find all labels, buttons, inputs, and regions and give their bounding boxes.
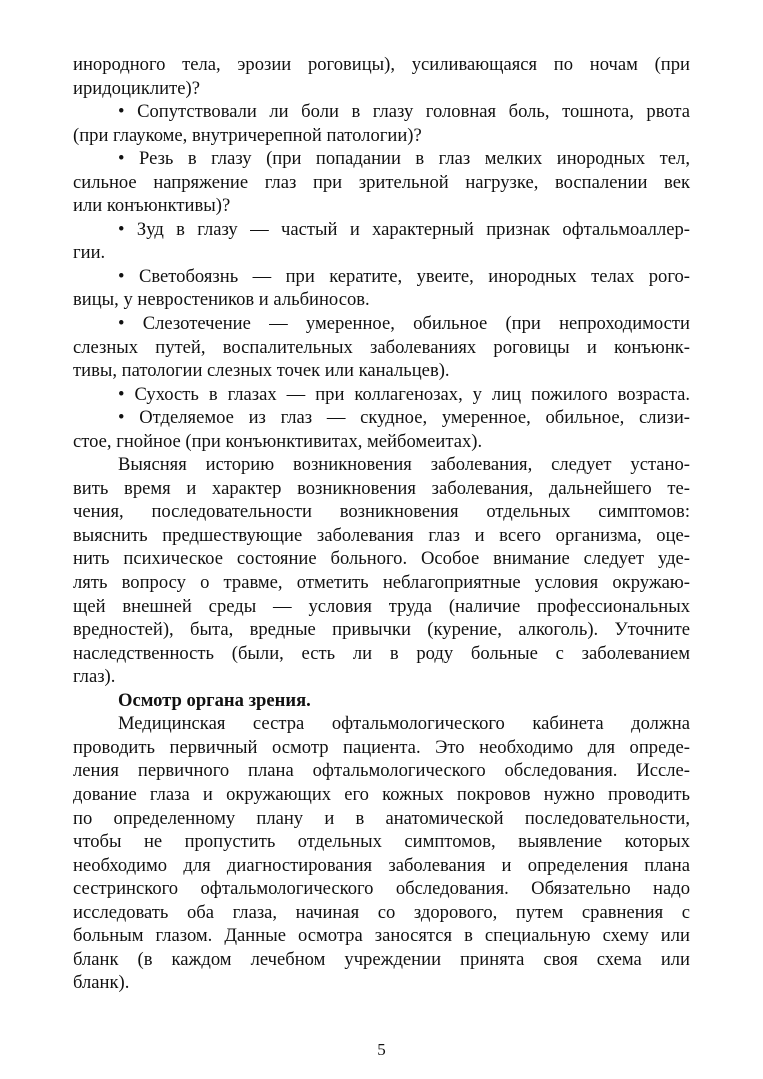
bullet-icon: • xyxy=(118,407,125,429)
bullet-icon: • xyxy=(118,148,125,170)
text-line: чения, последовательности возникновения отдельных симптомов: xyxy=(73,501,690,523)
text-line xyxy=(73,218,690,242)
bullet-lacrimation xyxy=(73,312,690,383)
text-line: нить психическое состояние больного. Особое внимание следует уде- xyxy=(73,548,690,570)
bullet-stinging xyxy=(73,147,690,218)
text-line: слезных путей, воспалительных заболеваниях роговицы и конъюнк- xyxy=(73,336,690,358)
text-line: вредностей), быта, вредные привычки (курение, алкоголь). Уточните xyxy=(73,619,690,641)
text-line: или конъюнктивы)? xyxy=(73,195,231,217)
bullet-icon: • xyxy=(118,101,125,123)
section-heading: Осмотр органа зрения. xyxy=(118,689,311,711)
text-line: проводить первичный осмотр пациента. Это необходимо для опреде- xyxy=(73,736,690,758)
text-line-content: Отделяемое из глаз — скудное, умеренное, обильное, слизи- xyxy=(139,407,690,429)
text-line: вить время и характер возникновения заболевания, дальнейшего те- xyxy=(73,477,690,499)
text-line: иридоциклите)? xyxy=(73,77,200,99)
document-page xyxy=(73,53,690,995)
text-line xyxy=(73,406,690,430)
text-line: дование глаза и окружающих его кожных покровов нужно проводить xyxy=(73,783,690,805)
text-line: наследственность (были, есть ли в роду больные с заболеванием xyxy=(73,642,690,664)
text-line: стое, гнойное (при конъюнктивитах, мейбомеитах). xyxy=(73,430,483,452)
bullet-icon: • xyxy=(118,313,125,335)
text-line xyxy=(73,312,690,336)
text-line: вицы, у невростеников и альбиносов. xyxy=(73,289,370,311)
text-line-content: Слезотечение — умеренное, обильное (при непроходимости xyxy=(142,313,691,335)
text-line: щей внешней среды — условия труда (наличие профессиональных xyxy=(73,595,690,617)
text-line: больным глазом. Данные осмотра заносятся в специальную схему или xyxy=(73,925,690,947)
paragraph-examination xyxy=(73,712,690,995)
text-line: (при глаукоме, внутричерепной патологии)? xyxy=(73,124,422,146)
bullet-discharge xyxy=(73,406,690,453)
text-line: сестринского офтальмологического обследования. Обязательно надо xyxy=(73,878,690,900)
bullet-photophobia xyxy=(73,265,690,312)
text-line: исследовать оба глаза, начиная со здорового, путем сравнения с xyxy=(73,901,690,923)
text-line: Медицинская сестра офтальмологического кабинета должна xyxy=(118,713,690,735)
text-line: необходимо для диагностирования заболевания и определения плана xyxy=(73,854,690,876)
text-line: выяснить предшествующие заболевания глаз и всего организма, оце- xyxy=(73,524,690,546)
page-number: 5 xyxy=(377,1040,386,1059)
text-line xyxy=(73,147,690,171)
paragraph-pain-continuation xyxy=(73,53,690,100)
bullet-icon: • xyxy=(118,383,125,405)
bullet-headache xyxy=(73,100,690,147)
text-line xyxy=(73,383,690,407)
text-line xyxy=(73,265,690,289)
text-line: ления первичного плана офтальмологического обследования. Иссле- xyxy=(73,760,690,782)
text-line-content: Сухость в глазах — при коллагенозах, у лиц пожилого возраста. xyxy=(134,383,690,405)
text-line: Выясняя историю возникновения заболевания, следует устано- xyxy=(118,454,690,476)
text-line-content: Резь в глазу (при попадании в глаз мелких инородных тел, xyxy=(139,148,690,170)
text-line: глаз). xyxy=(73,666,116,688)
text-line: гии. xyxy=(73,242,106,264)
text-line-content: Светобоязнь — при кератите, увеите, инородных телах рого- xyxy=(138,265,690,287)
text-line: тивы, патологии слезных точек или канальцев). xyxy=(73,360,450,382)
text-line: по определенному плану и в анатомической последовательности, xyxy=(73,807,690,829)
text-line: бланк). xyxy=(73,972,130,994)
paragraph-history xyxy=(73,453,690,688)
text-line: сильное напряжение глаз при зрительной нагрузке, воспалении век xyxy=(73,171,690,193)
text-line: лять вопросу о травме, отметить неблагоприятные условия окружаю- xyxy=(73,572,690,594)
text-line: бланк (в каждом лечебном учреждении принята своя схема или xyxy=(73,948,690,970)
text-line xyxy=(73,100,690,124)
bullet-icon: • xyxy=(118,265,125,287)
bullet-itching xyxy=(73,218,690,265)
text-line-content: Зуд в глазу — частый и характерный признак офтальмоаллер- xyxy=(136,218,690,240)
bullet-dryness xyxy=(73,383,690,407)
text-line: инородного тела, эрозии роговицы), усиливающаяся по ночам (при xyxy=(73,54,690,75)
text-line: чтобы не пропустить отдельных симптомов, выявление которых xyxy=(73,831,690,853)
bullet-icon: • xyxy=(118,218,125,240)
text-line-content: Сопутствовали ли боли в глазу головная боль, тошнота, рвота xyxy=(137,101,690,123)
